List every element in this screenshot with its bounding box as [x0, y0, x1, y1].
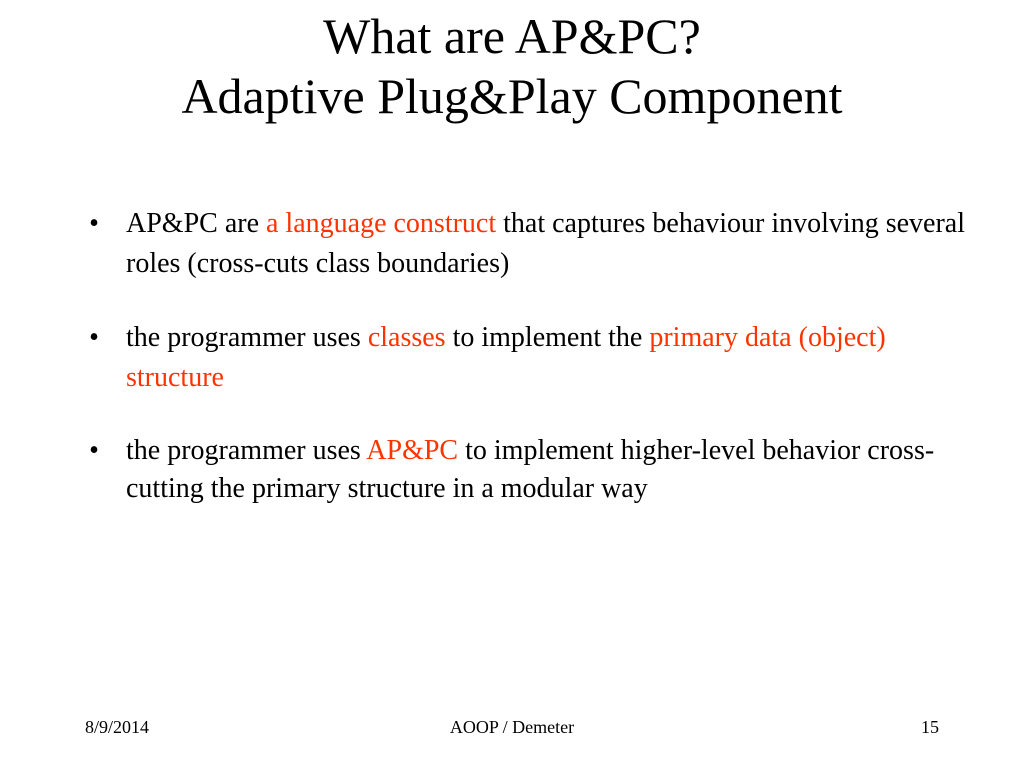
- footer-date: 8/9/2014: [85, 717, 150, 737]
- page-number: 15: [921, 717, 939, 737]
- bullet-text-part: the programmer uses: [126, 435, 367, 466]
- slide-title-line-2: Adaptive Plug&Play Component: [181, 68, 843, 124]
- bullet-text-part: to implement higher-level behavior cross-cutting the primary structure in a modular way: [126, 435, 935, 504]
- bullet-item-2: [84, 318, 984, 398]
- highlighted-term: a language construct: [266, 208, 497, 239]
- bullet-text-part: that captures behaviour involving several roles (cross-cuts class boundaries): [126, 208, 965, 279]
- highlighted-term: classes: [367, 322, 446, 353]
- bullet-text-2: [126, 322, 886, 393]
- bullet-icon: •: [89, 435, 99, 466]
- bullet-text-part: to implement the: [445, 322, 650, 353]
- bullet-item-3: [84, 432, 984, 508]
- slide-title-line-1: What are AP&PC?: [323, 8, 701, 64]
- bullet-list: [84, 204, 984, 542]
- highlighted-term: primary data (object) structure: [126, 322, 886, 393]
- bullet-text-part: AP&PC are: [126, 208, 266, 239]
- bullet-icon: •: [89, 322, 99, 353]
- bullet-text-1: [126, 208, 965, 279]
- bullet-text-3: [126, 435, 934, 504]
- bullet-text-part: the programmer uses: [126, 322, 368, 353]
- highlighted-term: AP&PC: [366, 435, 459, 466]
- bullet-icon: •: [89, 208, 99, 239]
- footer-title: AOOP / Demeter: [449, 717, 575, 737]
- slide-title: [0, 6, 1024, 126]
- bullet-item-1: [84, 204, 984, 284]
